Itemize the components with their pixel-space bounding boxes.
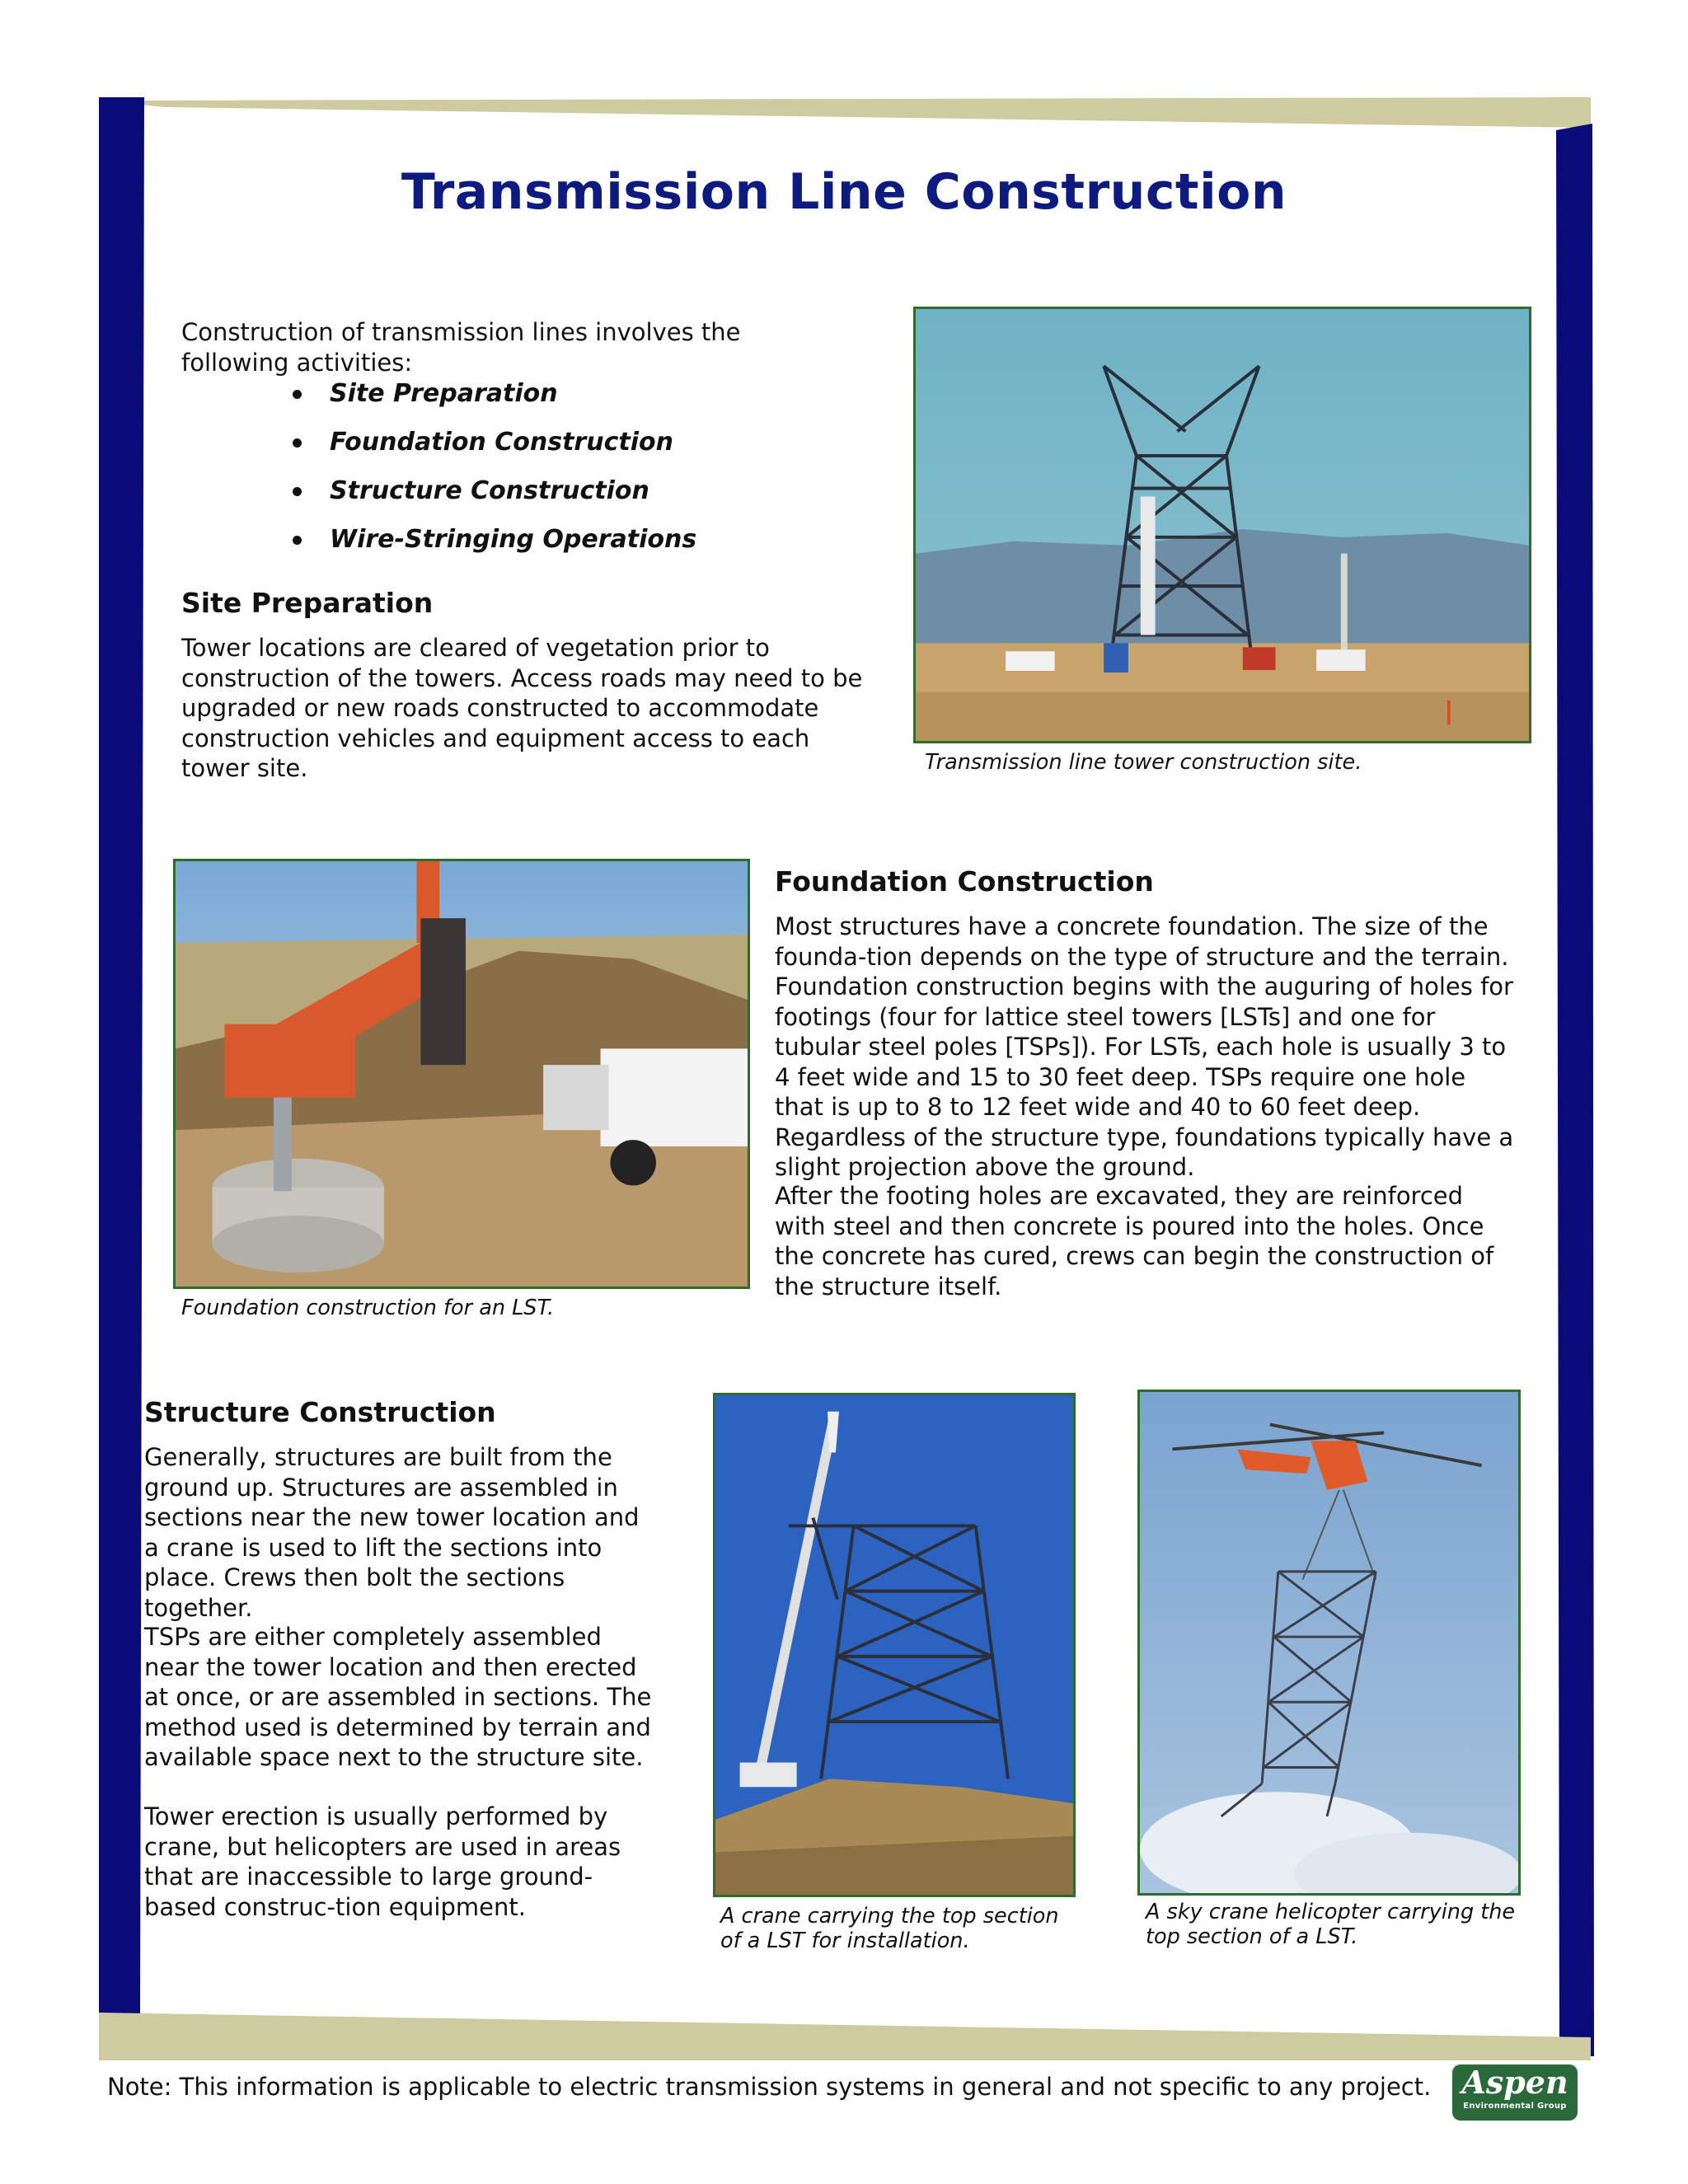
foundation-construction-heading: Foundation Construction [775, 865, 1154, 898]
foundation-construction-body-2: After the footing holes are excavated, they are reinforced with steel and then concrete is poured into the holes. Once the concrete has cured, crews can begin the construction of the structure itself. [775, 1182, 1494, 1301]
tower-site-caption: Transmission line tower construction site. [925, 750, 1362, 775]
foundation-construction-body-1: Most structures have a concrete foundation. The size of the founda-tion depends on the type of structure and the terrain. Foundation construction begins with the auguring of holes for footings (four for lattice steel towers [LSTs] and one for tubular steel poles [TSPs]). For LSTs, each hole is usually 3 to 4 feet wide and 15 to 30 feet deep. TSPs require one hole that is up to 8 to 12 feet wide and 40 to 60 feet deep. Regardless of the structure type, foundations typically have a slight projection above the ground. [775, 912, 1514, 1181]
structure-construction-body-2: TSPs are either completely assembled near the tower location and then erected at once, or are assembled in sections. The method used is determined by terrain and available space next to the structure site. [144, 1623, 652, 1771]
crane-photo [713, 1393, 1076, 1897]
structure-construction-body-3: Tower erection is usually performed by crane, but helicopters are used in areas that are inaccessible to large ground-based construc-tion equipment. [144, 1802, 621, 1921]
list-item: Site Preparation [293, 377, 696, 426]
top-band [99, 97, 1591, 128]
structure-construction-body-1: Generally, structures are built from the ground up. Structures are assembled in sections near the new tower location and a crane is used to lift the sections into place. Crews then bolt the sections together. [144, 1443, 640, 1622]
bullet-icon [293, 438, 302, 448]
page-title: Transmission Line Construction [401, 163, 1287, 221]
crane-caption: A crane carrying the top section of a LST for installation. [720, 1904, 1059, 1953]
aspen-logo [1452, 2064, 1578, 2121]
site-preparation-heading: Site Preparation [181, 587, 434, 619]
list-item: Wire-Stringing Operations [293, 523, 696, 572]
structure-construction-heading: Structure Construction [144, 1396, 496, 1428]
helicopter-caption: A sky crane helicopter carrying the top section of a LST. [1146, 1900, 1516, 1949]
intro-text: Construction of transmission lines involves the following activities: [181, 318, 741, 377]
foundation-caption: Foundation construction for an LST. [181, 1296, 555, 1320]
list-item: Foundation Construction [293, 426, 696, 475]
list-item: Structure Construction [293, 475, 696, 523]
helicopter-photo [1137, 1390, 1521, 1896]
left-bar [99, 97, 144, 2023]
logo-subtitle: Environmental Group [1463, 2102, 1567, 2111]
bullet-icon [293, 487, 302, 496]
right-bar [1556, 124, 1594, 2056]
tower-site-photo [913, 307, 1531, 743]
activities-list [293, 377, 696, 572]
bullet-icon [293, 536, 302, 545]
site-preparation-body: Tower locations are cleared of vegetation prior to construction of the towers. Access roads may need to be upgraded or new roads constructed to accommodate construction vehicles and equipment access to each tower site. [181, 634, 863, 782]
bullet-icon [293, 390, 302, 399]
logo-word: Aspen [1461, 2064, 1568, 2101]
foundation-photo [173, 859, 750, 1289]
footer-note: Note: This information is applicable to electric transmission systems in general and not specific to any project. [107, 2073, 1432, 2101]
bottom-band [99, 2013, 1591, 2060]
